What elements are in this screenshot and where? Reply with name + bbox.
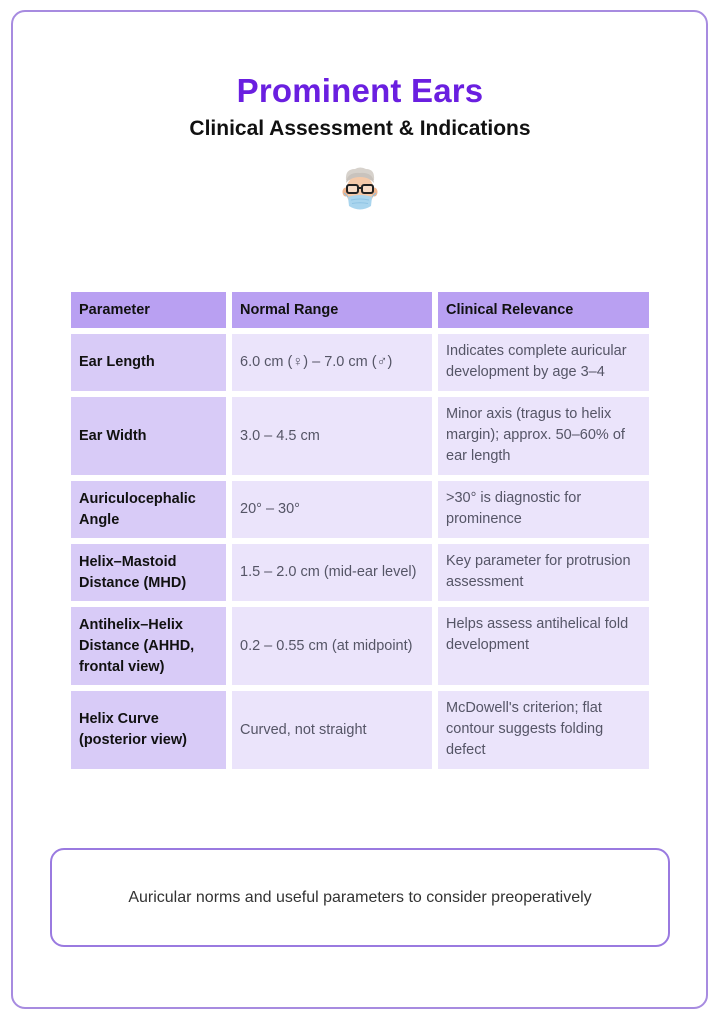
row-helix-curve-parameter: Helix Curve (posterior view) [71, 691, 226, 769]
row-ear-length-parameter: Ear Length [71, 334, 226, 391]
row-ahhd-range: 0.2 – 0.55 cm (at midpoint) [232, 607, 432, 685]
row-helix-curve-relevance: McDowell's criterion; flat contour suggests folding defect [438, 691, 649, 769]
row-ear-width-relevance: Minor axis (tragus to helix margin); approx. 50–60% of ear length [438, 397, 649, 475]
assessment-table [71, 292, 649, 769]
row-angle-relevance: >30° is diagnostic for prominence [438, 481, 649, 538]
row-mhd-relevance: Key parameter for protrusion assessment [438, 544, 649, 601]
header-normal-range: Normal Range [232, 292, 432, 328]
row-mhd-parameter: Helix–Mastoid Distance (MHD) [71, 544, 226, 601]
row-helix-curve-range: Curved, not straight [232, 691, 432, 769]
doctor-avatar-icon [339, 166, 381, 216]
row-ahhd-relevance: Helps assess antihelical fold development [438, 607, 649, 685]
header-parameter: Parameter [71, 292, 226, 328]
row-angle-parameter: Auriculocephalic Angle [71, 481, 226, 538]
header-clinical-relevance: Clinical Relevance [438, 292, 649, 328]
page-title: Prominent Ears [236, 72, 484, 109]
row-ear-length-relevance: Indicates complete auricular development by age 3–4 [438, 334, 649, 391]
row-mhd-range: 1.5 – 2.0 cm (mid-ear level) [232, 544, 432, 601]
row-ear-width-range: 3.0 – 4.5 cm [232, 397, 432, 475]
footer-caption: Auricular norms and useful parameters to consider preoperatively [128, 888, 592, 906]
footer-caption-box [50, 848, 670, 947]
row-angle-range: 20° – 30° [232, 481, 432, 538]
row-ear-width-parameter: Ear Width [71, 397, 226, 475]
row-ear-length-range: 6.0 cm (♀) – 7.0 cm (♂) [232, 334, 432, 391]
page-subtitle: Clinical Assessment & Indications [189, 117, 531, 140]
row-ahhd-parameter: Antihelix–Helix Distance (AHHD, frontal view) [71, 607, 226, 685]
